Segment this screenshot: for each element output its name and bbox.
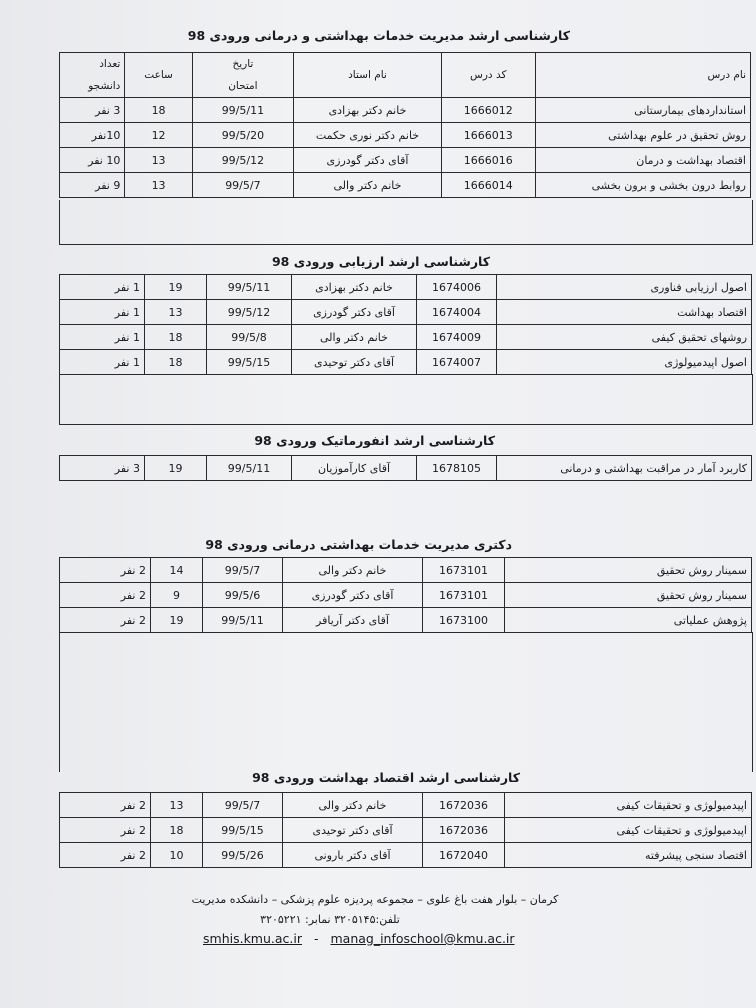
row-professor: خانم دکتر والی bbox=[283, 558, 423, 583]
row-hour: 13 bbox=[151, 793, 203, 818]
row-professor: خانم دکتر والی bbox=[292, 325, 417, 350]
row-professor: آقای دکتر بارونی bbox=[283, 843, 423, 868]
exam-table bbox=[59, 52, 751, 198]
row-student-count: 10نفر bbox=[60, 123, 125, 148]
row-professor: آقای دکتر گودرزی bbox=[283, 583, 423, 608]
row-exam-date: 99/5/11 bbox=[207, 275, 292, 300]
row-hour: 19 bbox=[151, 608, 203, 633]
row-student-count: 2 نفر bbox=[60, 583, 151, 608]
row-course-code: 1674006 bbox=[417, 275, 497, 300]
row-exam-date: 99/5/7 bbox=[203, 793, 283, 818]
header-hour: ساعت bbox=[125, 53, 192, 98]
row-student-count: 2 نفر bbox=[60, 818, 151, 843]
table-row bbox=[60, 173, 751, 198]
link-separator: - bbox=[313, 931, 319, 946]
row-course-name: اصول اپیدمیولوژی bbox=[497, 350, 752, 375]
row-student-count: 1 نفر bbox=[60, 300, 145, 325]
row-exam-date: 99/5/11 bbox=[203, 608, 283, 633]
section-spacer bbox=[59, 200, 753, 245]
table-row bbox=[60, 148, 751, 173]
row-exam-date: 99/5/6 bbox=[203, 583, 283, 608]
table-row bbox=[60, 818, 752, 843]
row-professor: آقای کارآموزیان bbox=[292, 456, 417, 481]
row-student-count: 2 نفر bbox=[60, 608, 151, 633]
footer-phone: تلفن:۳۲۰۵۱۴۵ نمابر: ۳۲۰۵۲۲۱ bbox=[260, 913, 400, 926]
table-row bbox=[60, 583, 752, 608]
row-course-code: 1666013 bbox=[441, 123, 535, 148]
row-exam-date: 99/5/8 bbox=[207, 325, 292, 350]
row-professor: خانم دکتر بهزادی bbox=[292, 275, 417, 300]
section-spacer bbox=[59, 632, 753, 772]
row-exam-date: 99/5/11 bbox=[192, 98, 293, 123]
header-exam-date-line2: امتحان bbox=[228, 80, 258, 92]
row-student-count: 2 نفر bbox=[60, 793, 151, 818]
header-count-line1: تعداد bbox=[99, 58, 121, 70]
row-student-count: 2 نفر bbox=[60, 558, 151, 583]
row-course-code: 1672036 bbox=[423, 793, 505, 818]
row-professor: آقای دکتر گودرزی bbox=[293, 148, 441, 173]
row-hour: 14 bbox=[151, 558, 203, 583]
row-student-count: 10 نفر bbox=[60, 148, 125, 173]
row-hour: 10 bbox=[151, 843, 203, 868]
row-course-code: 1666012 bbox=[441, 98, 535, 123]
table-row bbox=[60, 275, 752, 300]
row-exam-date: 99/5/11 bbox=[207, 456, 292, 481]
table-row bbox=[60, 350, 752, 375]
row-course-name: اپیدمیولوژی و تحقیقات کیفی bbox=[505, 793, 752, 818]
row-exam-date: 99/5/12 bbox=[192, 148, 293, 173]
exam-table bbox=[59, 455, 752, 481]
section-title: دکتری مدیریت خدمات بهداشتی درمانی ورودی 98 bbox=[205, 537, 512, 552]
row-student-count: 1 نفر bbox=[60, 350, 145, 375]
row-student-count: 1 نفر bbox=[60, 275, 145, 300]
row-professor: خانم دکتر بهزادی bbox=[293, 98, 441, 123]
row-hour: 13 bbox=[145, 300, 207, 325]
row-professor: خانم دکتر والی bbox=[293, 173, 441, 198]
section-title: کارشناسی ارشد ارزیابی ورودی 98 bbox=[271, 254, 490, 269]
row-course-name: اصول ارزیابی فناوری bbox=[497, 275, 752, 300]
row-course-code: 1672036 bbox=[423, 818, 505, 843]
row-course-name: اپیدمیولوژی و تحقیقات کیفی bbox=[505, 818, 752, 843]
row-professor: خانم دکتر نوری حکمت bbox=[293, 123, 441, 148]
row-professor: آقای دکتر آریافر bbox=[283, 608, 423, 633]
header-student-count bbox=[60, 53, 125, 98]
row-course-name: روش تحقیق در علوم بهداشتی bbox=[535, 123, 750, 148]
row-course-name: پژوهش عملیاتی bbox=[505, 608, 752, 633]
table-row bbox=[60, 843, 752, 868]
table-row bbox=[60, 325, 752, 350]
section-title: کارشناسی ارشد مدیریت خدمات بهداشتی و درمانی ورودی 98 bbox=[187, 28, 570, 43]
row-course-name: استانداردهای بیمارستانی bbox=[535, 98, 750, 123]
table-row bbox=[60, 98, 751, 123]
header-exam-date-line1: تاریخ bbox=[232, 58, 254, 70]
section-title: کارشناسی ارشد انفورماتیک ورودی 98 bbox=[254, 433, 495, 448]
email-link[interactable]: manag_infoschool@kmu.ac.ir bbox=[330, 931, 515, 946]
exam-table bbox=[59, 274, 752, 375]
row-exam-date: 99/5/7 bbox=[203, 558, 283, 583]
section-title: کارشناسی ارشد اقتصاد بهداشت ورودی 98 bbox=[252, 770, 520, 785]
row-course-name: کاربرد آمار در مراقبت بهداشتی و درمانی bbox=[497, 456, 752, 481]
row-hour: 19 bbox=[145, 456, 207, 481]
row-hour: 19 bbox=[145, 275, 207, 300]
row-hour: 9 bbox=[151, 583, 203, 608]
row-hour: 18 bbox=[151, 818, 203, 843]
row-course-code: 1673100 bbox=[423, 608, 505, 633]
row-course-name: اقتصاد بهداشت و درمان bbox=[535, 148, 750, 173]
row-course-name: روابط درون بخشی و برون بخشی bbox=[535, 173, 750, 198]
row-course-code: 1666014 bbox=[441, 173, 535, 198]
row-course-code: 1674004 bbox=[417, 300, 497, 325]
row-course-name: اقتصاد سنجی پیشرفته bbox=[505, 843, 752, 868]
row-course-name: روشهای تحقیق کیفی bbox=[497, 325, 752, 350]
row-course-name: سمینار روش تحقیق bbox=[505, 558, 752, 583]
row-course-code: 1678105 bbox=[417, 456, 497, 481]
row-course-code: 1666016 bbox=[441, 148, 535, 173]
row-professor: خانم دکتر والی bbox=[283, 793, 423, 818]
row-professor: آقای دکتر گودرزی bbox=[292, 300, 417, 325]
header-exam-date bbox=[192, 53, 293, 98]
row-exam-date: 99/5/15 bbox=[203, 818, 283, 843]
row-student-count: 9 نفر bbox=[60, 173, 125, 198]
row-course-code: 1673101 bbox=[423, 558, 505, 583]
row-professor: آقای دکتر توحیدی bbox=[292, 350, 417, 375]
table-row bbox=[60, 456, 752, 481]
row-exam-date: 99/5/20 bbox=[192, 123, 293, 148]
row-course-name: اقتصاد بهداشت bbox=[497, 300, 752, 325]
row-course-code: 1674007 bbox=[417, 350, 497, 375]
header-professor: نام استاد bbox=[293, 53, 441, 98]
row-hour: 18 bbox=[125, 98, 192, 123]
row-exam-date: 99/5/15 bbox=[207, 350, 292, 375]
row-exam-date: 99/5/12 bbox=[207, 300, 292, 325]
footer-address: کرمان – بلوار هفت باغ علوی – مجموعه پردیزه علوم پزشکی – دانشکده مدیریت bbox=[191, 893, 559, 906]
row-course-code: 1674009 bbox=[417, 325, 497, 350]
row-student-count: 1 نفر bbox=[60, 325, 145, 350]
table-row bbox=[60, 793, 752, 818]
header-count-line2: دانشجو bbox=[88, 80, 121, 92]
exam-table bbox=[59, 792, 752, 868]
exam-table bbox=[59, 557, 752, 633]
row-hour: 18 bbox=[145, 350, 207, 375]
row-hour: 12 bbox=[125, 123, 192, 148]
table-row bbox=[60, 558, 752, 583]
website-link[interactable]: smhis.kmu.ac.ir bbox=[203, 931, 302, 946]
table-row bbox=[60, 300, 752, 325]
footer-links bbox=[203, 931, 515, 946]
row-hour: 13 bbox=[125, 148, 192, 173]
row-course-code: 1673101 bbox=[423, 583, 505, 608]
row-exam-date: 99/5/26 bbox=[203, 843, 283, 868]
row-course-code: 1672040 bbox=[423, 843, 505, 868]
table-header-row bbox=[60, 53, 751, 98]
header-course-code: کد درس bbox=[441, 53, 535, 98]
row-hour: 18 bbox=[145, 325, 207, 350]
section-spacer bbox=[59, 374, 753, 425]
table-row bbox=[60, 608, 752, 633]
row-exam-date: 99/5/7 bbox=[192, 173, 293, 198]
header-course-name: نام درس bbox=[535, 53, 750, 98]
row-hour: 13 bbox=[125, 173, 192, 198]
row-student-count: 3 نفر bbox=[60, 456, 145, 481]
row-student-count: 2 نفر bbox=[60, 843, 151, 868]
row-professor: آقای دکتر توحیدی bbox=[283, 818, 423, 843]
row-course-name: سمینار روش تحقیق bbox=[505, 583, 752, 608]
table-row bbox=[60, 123, 751, 148]
row-student-count: 3 نفر bbox=[60, 98, 125, 123]
